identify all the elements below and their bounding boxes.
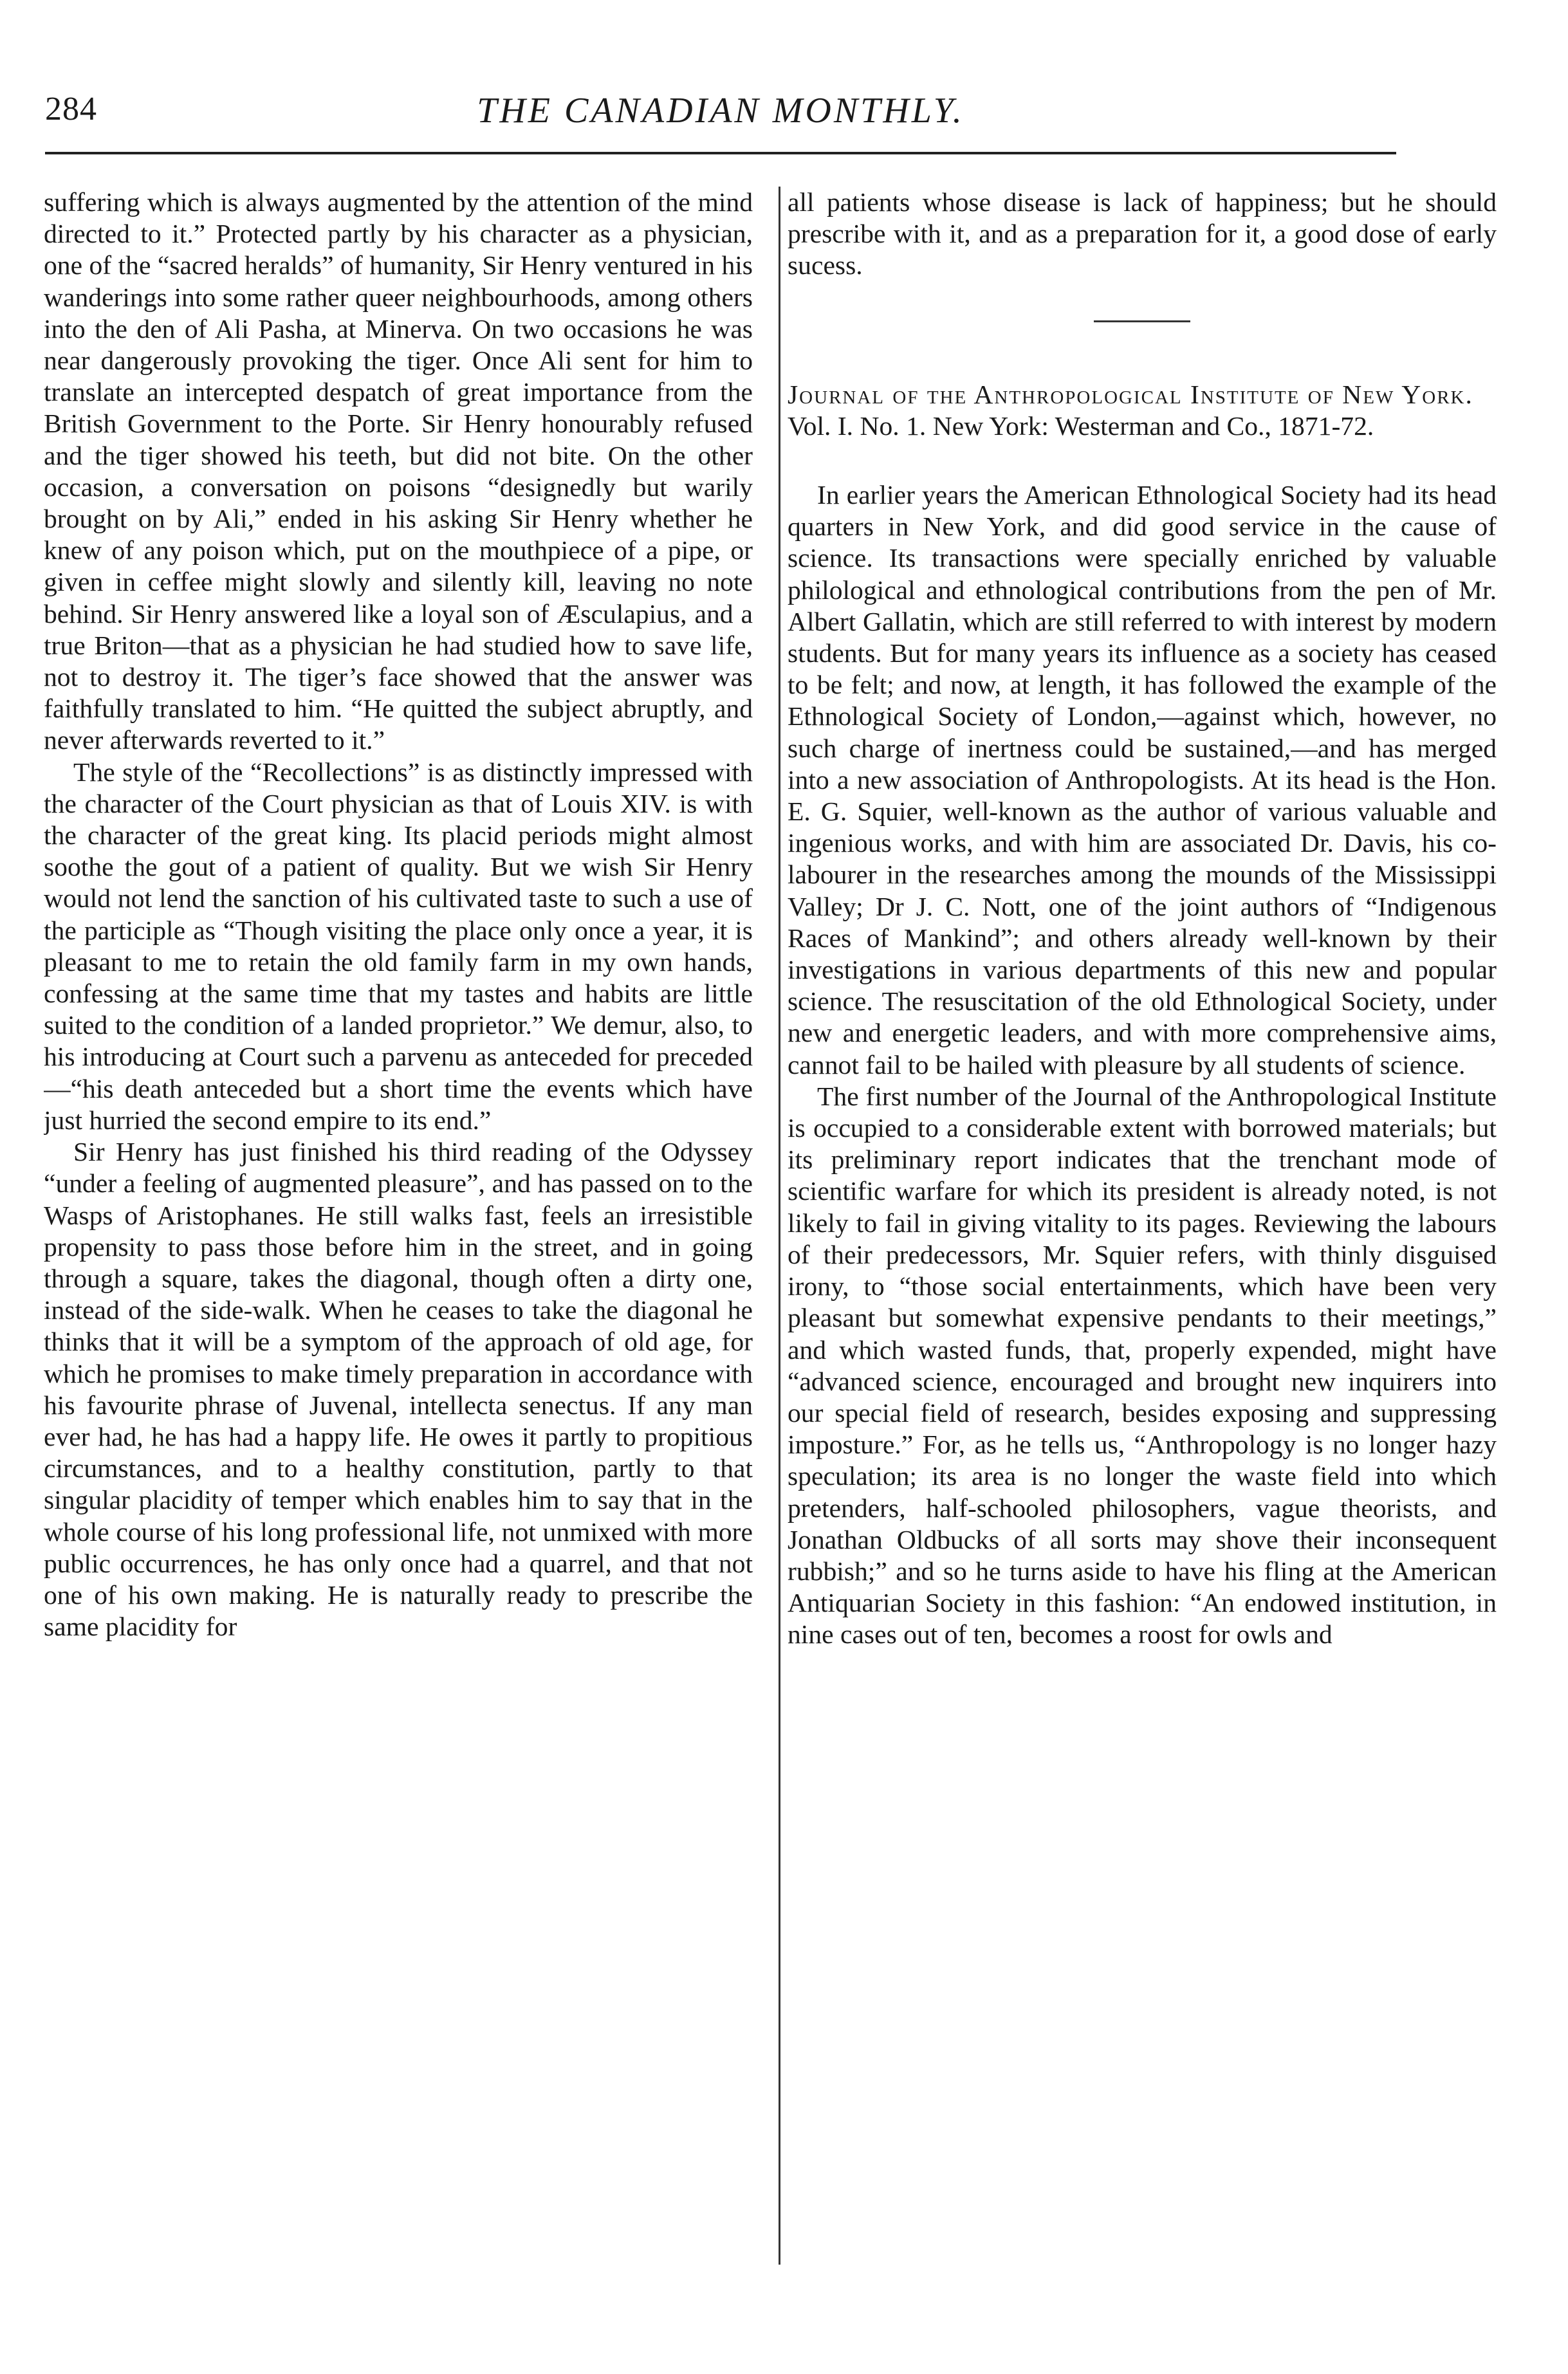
review-title: Journal of the Anthropological Institute of New York. — [788, 379, 1473, 409]
running-title: THE CANADIAN MONTHLY. — [477, 91, 964, 131]
page-number: 284 — [45, 91, 97, 127]
paragraph: In earlier years the American Ethnological Society had its head quarters in New York, and did good service in the cause of science. Its transactions were specially enriched by valuable philological and ethnological contributions from the pen of Mr. Albert Gallatin, which are still referred to with interest by modern students. But for many years its influence as a society has ceased to be felt; and now, at length, it has followed the example of the Ethnological Society of London,—against which, however, no such charge of inertness could be sustained,—and has merged into a new association of Anthropologists. At its head is the Hon. E. G. Squier, well-known as the author of various valuable and ingenious works, and with him are associated Dr. Davis, his co-labourer in the researches among the mounds of the Mississippi Valley; Dr J. C. Nott, one of the joint authors of “Indigenous Races of Mankind”; and others already well-known by their investigations in various departments of this new and popular science. The resuscitation of the old Ethnological Society, under new and energetic leaders, and with more comprehensive aims, cannot fail to be hailed with pleasure by all students of science. — [788, 480, 1497, 1080]
paragraph: The style of the “Recollections” is as distinctly impressed with the character of the Court physician as that of Louis XIV. is with the character of the great king. Its placid periods might almost soothe the gout of a patient of quality. But we wish Sir Henry would not lend the sanction of his cultivated taste to such a use of the participle as “Though visiting the place only once a year, it is pleasant to me to retain the old family farm in my own hands, confessing at the same time that my tastes and habits are little suited to the condition of a landed proprietor.” We demur, also, to his introducing at Court such a parvenu as anteceded for preceded—“his death anteceded but a short time the events which have just hurried the second empire to its end.” — [44, 757, 753, 1135]
paragraph: suffering which is always augmented by the attention of the mind directed to it.” Protected partly by his character as a physician, one of the “sacred heralds” of humanity, Sir Henry ventured in his wanderings into some rather queer neighbourhoods, among others into the den of Ali Pasha, at Minerva. On two occasions he was near dangerously provoking the tiger. Once Ali sent for him to translate an intercepted despatch of great importance from the British Government to the Porte. Sir Henry honourably refused and the tiger showed his teeth, but did not bite. On the other occasion, a conversation on poisons “designedly but warily brought on by Ali,” ended in his asking Sir Henry whether he knew of any poison which, put on the mouthpiece of a pipe, or given in ceffee might slowly and silently kill, leaving no note behind. Sir Henry answered like a loyal son of Æsculapius, and a true Briton—that as a physician he had studied how to save life, not to destroy it. The tiger’s face showed that the answer was faithfully translated to him. “He quitted the subject abruptly, and never afterwards reverted to it.” — [44, 187, 753, 755]
review-heading — [788, 379, 1497, 442]
right-column — [788, 187, 1497, 2277]
left-column — [44, 187, 753, 2277]
paragraph: all patients whose disease is lack of happiness; but he should prescribe with it, and as a preparation for it, a good dose of early sucess. — [788, 187, 1497, 281]
paragraph: The first number of the Journal of the Anthropological Institute is occupied to a considerable extent with borrowed materials; but its preliminary report indicates that the trenchant mode of scientific warfare for which its president is already noted, is not likely to fail in giving vitality to its pages. Reviewing the labours of their predecessors, Mr. Squier refers, with thinly disguised irony, to “those social entertainments, which have been very pleasant but somewhat expensive pendants to their meetings,” and which wasted funds, that, properly expended, might have “advanced science, encouraged and brought new inquirers into our special field of research, besides exposing and suppressing imposture.” For, as he tells us, “Anthropology is no longer hazy speculation; its area is no longer the waste field into which pretenders, half-schooled philosophers, vague theorists, and Jonathan Oldbucks of all sorts may shove their inconsequent rubbish;” and so he turns aside to have his fling at the American Antiquarian Society in this fashion: “An endowed institution, in nine cases out of ten, becomes a roost for owls and — [788, 1081, 1497, 1650]
column-rule — [779, 187, 780, 2265]
review-details: Vol. I. No. 1. New York: Westerman and Co., 1871-72. — [788, 410, 1374, 441]
paragraph: Sir Henry has just finished his third reading of the Odyssey “under a feeling of augmented pleasure”, and has passed on to the Wasps of Aristophanes. He still walks fast, feels an irresistible propensity to pass those before him in the street, and in going through a square, takes the diagonal, though often a dirty one, instead of the side-walk. When he ceases to take the diagonal he thinks that it will be a symptom of the approach of old age, for which he promises to make timely preparation in accordance with his favourite phrase of Juvenal, intellecta senectus. If any man ever had, he has had a happy life. He owes it partly to propitious circumstances, and to a healthy constitution, partly to that singular placidity of temper which enables him to say that in the whole course of his long professional life, not unmixed with more public occurrences, he has only once had a quarrel, and that not one of his own making. He is naturally ready to prescribe the same placidity for — [44, 1137, 753, 1642]
page-header — [45, 90, 1396, 148]
section-divider — [1094, 320, 1190, 322]
header-rule — [45, 152, 1396, 154]
